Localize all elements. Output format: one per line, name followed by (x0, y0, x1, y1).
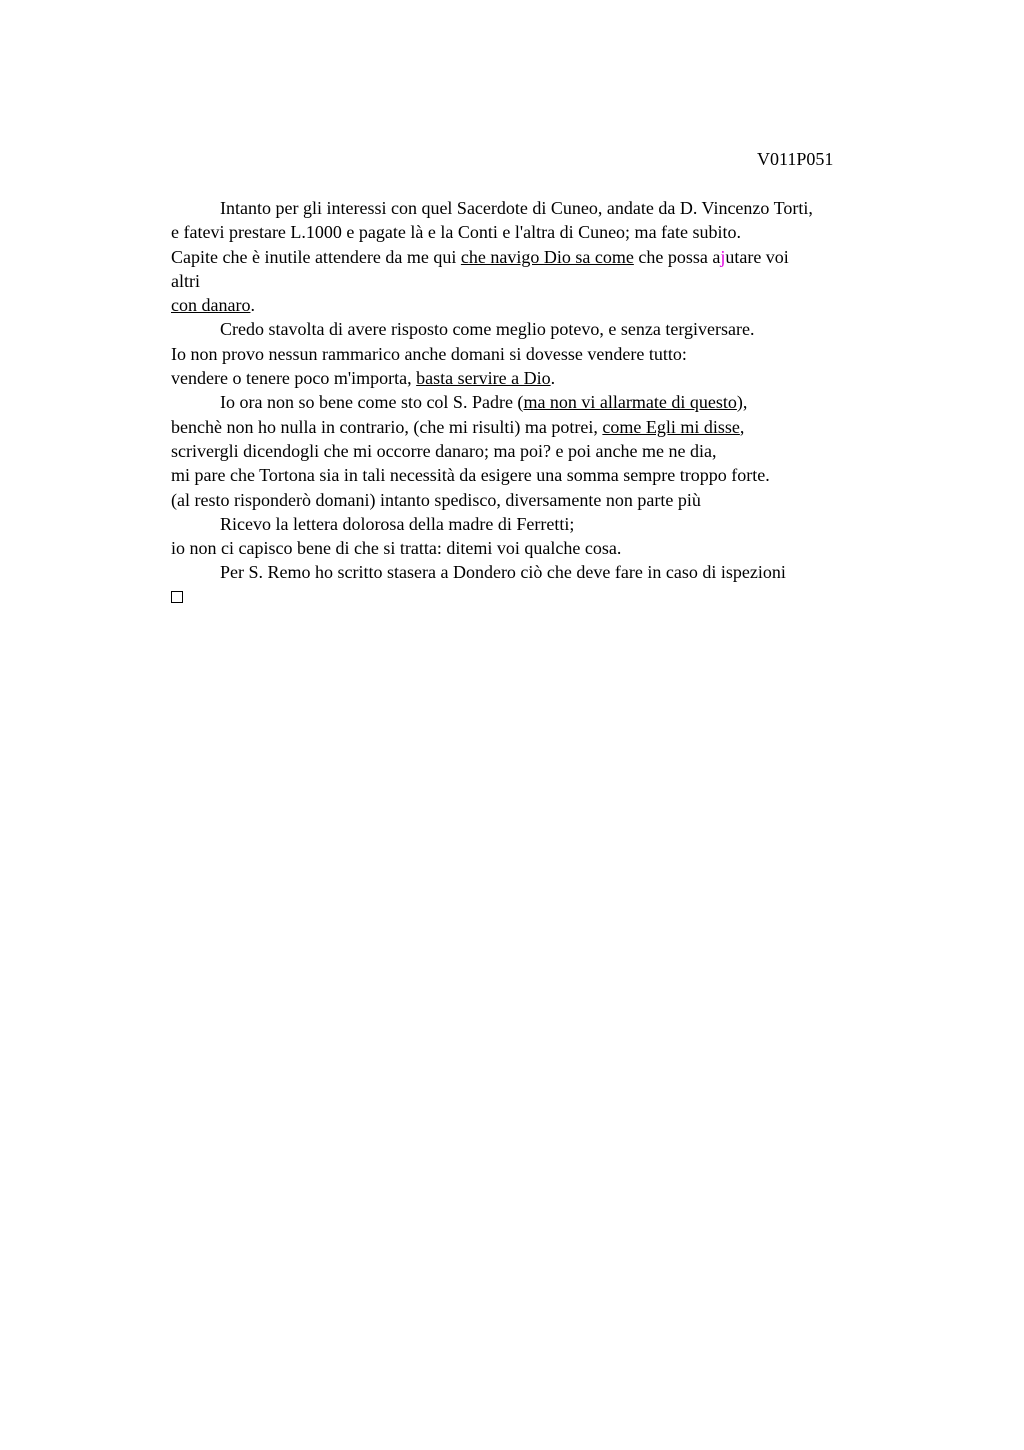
paragraph-2-line-3 (171, 366, 911, 390)
paragraph-5-line-1: Per S. Remo ho scritto stasera a Dondero ciò che deve fare in caso di ispezioni (220, 562, 786, 583)
paragraph-4-line-1: Ricevo la lettera dolorosa della madre di Ferretti; (220, 513, 575, 534)
text-fragment: utare voi (725, 246, 789, 267)
text-fragment: ), (736, 392, 748, 413)
highlighted-letter: j (720, 246, 726, 267)
paragraph-3-line-5: (al resto risponderò domani) intanto spedisco, diversamente non parte più (171, 489, 701, 510)
letter-body (171, 196, 911, 609)
paragraph-1-line-2: e fatevi prestare L.1000 e pagate là e la Conti e l'altra di Cuneo; ma fate subito. (171, 222, 742, 243)
text-fragment: Capite che è inutile attendere da me qui (171, 246, 461, 267)
text-fragment: , (739, 416, 745, 437)
empty-box-icon (171, 591, 183, 603)
text-fragment: . (250, 295, 255, 316)
text-fragment: che possa a (633, 246, 721, 267)
paragraph-3-line-3: scrivergli dicendogli che mi occorre danaro; ma poi? e poi anche me ne dia, (171, 440, 717, 461)
underlined-phrase: come Egli mi disse (602, 416, 740, 437)
text-fragment: benchè non ho nulla in contrario, (che mi risulti) ma potrei, (171, 416, 603, 437)
paragraph-4-line-2: io non ci capisco bene di che si tratta: ditemi voi qualche cosa. (171, 538, 622, 559)
empty-box-line (171, 585, 911, 609)
paragraph-3-line-1 (171, 390, 911, 414)
text-fragment: . (550, 368, 556, 389)
paragraph-3-line-4: mi pare che Tortona sia in tali necessità da esigere una somma sempre troppo forte. (171, 465, 770, 486)
paragraph-3-line-2 (171, 415, 911, 439)
underlined-phrase: che navigo Dio sa come (460, 246, 634, 267)
underlined-phrase: ma non vi allarmate di questo (523, 392, 737, 413)
paragraph-1-line-5 (171, 293, 911, 317)
text-fragment: vendere o tenere poco m'importa, (171, 368, 417, 389)
paragraph-1-line-3 (171, 245, 911, 269)
underlined-phrase: basta servire a Dio (416, 368, 551, 389)
page-id: V011P051 (757, 149, 834, 169)
paragraph-1-line-1: Intanto per gli interessi con quel Sacerdote di Cuneo, andate da D. Vincenzo Torti, (220, 198, 813, 218)
text-fragment: Io ora non so bene come sto col S. Padre ( (220, 392, 524, 413)
paragraph-1-line-4: altri (171, 270, 200, 291)
paragraph-2-line-2: Io non provo nessun rammarico anche domani si dovesse vendere tutto: (171, 343, 687, 364)
underlined-phrase: con danaro (171, 295, 251, 316)
paragraph-2-line-1: Credo stavolta di avere risposto come meglio potevo, e senza tergiversare. (220, 319, 755, 340)
